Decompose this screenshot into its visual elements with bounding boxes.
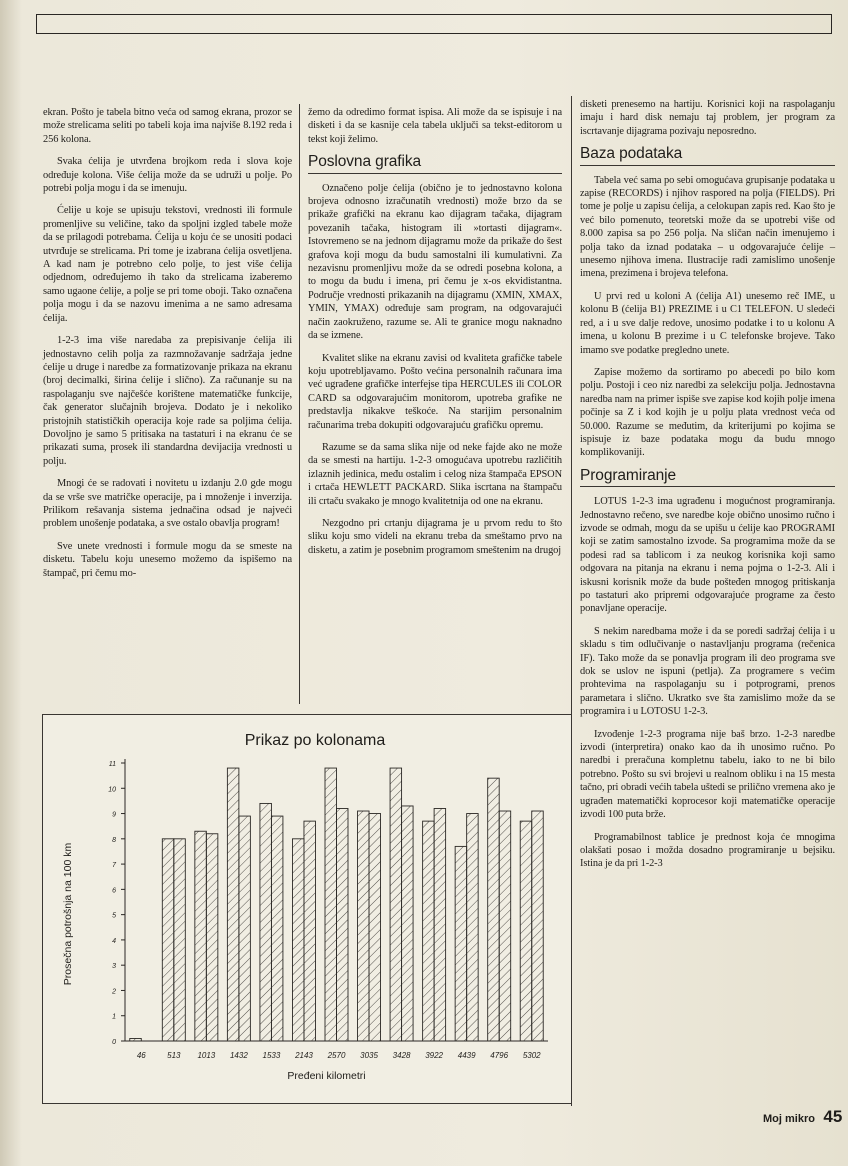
- x-tick-label: 46: [136, 1051, 146, 1060]
- bar: [390, 768, 402, 1041]
- paragraph: Izvođenje 1-2-3 programa nije baš brzo. 1-2-3 naredbe izvodi (interpretira) onako kao da ih unosimo ručno. Po naredbi i preračuna kompletnu tabelu, iako to ne bi bilo potrebno. Pošto su svi brojevi u realnom obliku i na 15 mesta tačno, pri obradi većih tabela uštedi se prilično vremena ako je ugrađen matematički koprocesor koji matematičke operacije izvodi 100 puta brže.: [580, 728, 835, 821]
- column-2: [308, 106, 562, 566]
- section-heading-poslovna-grafika: Poslovna grafika: [308, 155, 562, 173]
- y-tick-label: 9: [112, 811, 116, 819]
- bar: [227, 768, 239, 1041]
- bar: [434, 808, 446, 1041]
- bar: [488, 778, 500, 1041]
- x-tick-label: 5302: [522, 1051, 541, 1060]
- column-3: [580, 98, 835, 880]
- paragraph: disketi prenesemo na hartiju. Korisnici koji na raspolaganju imaju i hard disk nemaju taj problem, jer program za iscrtavanje dijagrama pozivaju neposredno.: [580, 99, 835, 137]
- y-tick-label: 4: [112, 937, 116, 945]
- chart-figure: [42, 714, 572, 1104]
- y-tick-label: 7: [112, 862, 116, 870]
- bar: [195, 831, 207, 1041]
- y-tick-label: 8: [112, 836, 116, 844]
- bar: [337, 808, 349, 1041]
- y-tick-label: 1: [112, 1013, 116, 1021]
- bar: [174, 839, 186, 1041]
- bar: [423, 821, 435, 1041]
- bar: [260, 803, 272, 1041]
- x-tick-label: 3035: [360, 1051, 378, 1060]
- x-tick-label: 2143: [295, 1051, 313, 1060]
- paragraph: 1-2-3 ima više naredaba za prepisivanje ćelija ili jednostavno celih polja za razmnožavanje sadržaja jedne ćelije u druge i naredbe za formatizovanje prikaza na ekranu (broj decimalki, širina ćelije i slično). Za računanje su na raspolaganju sve najčešće korištene matematičke funkcije, čak generator slučajnih brojeva. Dodato je i nekoliko pristojnih statističkih operacija koje rade sa poljima ćelija. Dovoljno je samo 5 pritisaka na tastaturi i na ekranu će se prikazati suma, prosek ili standardna devijacija vrednosti u polju.: [43, 335, 292, 467]
- column-divider: [299, 104, 300, 704]
- bar: [532, 811, 544, 1041]
- x-tick-label: 4439: [457, 1051, 476, 1060]
- header-rule-box: [36, 14, 832, 34]
- paragraph: U prvi red u koloni A (ćelija A1) unesemo reč IME, u kolonu B (ćelija B1) PREZIME i u C1 TELEFON. U sledeći red, a i u sve dalje redove, unosimo podatke i to u kolonu A imena, u kolonu B prezime i u C telefonske brojeve. Tako imamo sve podatke pregledno unete.: [580, 290, 835, 356]
- y-tick-label: 3: [112, 963, 116, 971]
- x-tick-label: 3922: [425, 1051, 444, 1060]
- x-tick-label: 3428: [392, 1051, 411, 1060]
- bar: [239, 816, 251, 1041]
- x-tick-label: 4796: [490, 1051, 509, 1060]
- chart-title: Prikaz po kolonama: [244, 732, 386, 749]
- paragraph: Sve unete vrednosti i formule mogu da se smeste na disketu. Tabelu koju unesemo možemo da ispišemo na štampač, pri čemu mo-: [43, 540, 292, 579]
- bar: [304, 821, 316, 1041]
- paragraph: Svaka ćelija je utvrđena brojkom reda i slova koje određuje kolona. Više ćelija može da se udruži u polje. Po potrebi polja mogu i da se imenuju.: [43, 156, 292, 195]
- paragraph: S nekim naredbama može i da se poredi sadržaj ćelija i u skladu s tim odlučivanje o nastavljanju programa (rečenica IF). Tako može da se ponavlja program ili deo programa sve dok se uslov ne ispuni (petlja). Za programere s većim prohtevima na raspolaganju su i potprogrami, prenos parametara i slično. Ukratko sve šta zamislimo može da se programira i u LOTOSU 1-2-3.: [580, 625, 835, 718]
- paragraph: Kvalitet slike na ekranu zavisi od kvaliteta grafičke tabele koju upotrebljavamo. Pošto većina personalnih računara ima već ugrađene grafičke interfejse tipa HERCULES ili COLOR CARD sa odgovarajućim monitorom, upotreba grafike ne predstavlja nikakve teškoće. Na starijim personalnim računarima treba dokupiti odgovarajuću grafičku opremu.: [308, 352, 562, 431]
- x-tick-label: 513: [167, 1051, 181, 1060]
- magazine-name: Moj mikro: [763, 1113, 815, 1125]
- paragraph: LOTUS 1-2-3 ima ugrađenu i mogućnost programiranja. Jednostavno rečeno, sve naredbe koje obično unosimo ručno i izvode se odmah, mogu da se upišu u ćelije kao PROGRAMI koji se zatim samostalno izvode. Sa programima može da se podesi rad sa tablicom i za neukog korisnika koji samo odgovara na pitanja na ekranu i nema pojma o 1-2-3. Ali i iskusni korisnik može da bude pošteđen mnogog pritiskanja po tastaturi ako pripremi odgovarajuće programe za često ponavljane operacije.: [580, 496, 835, 615]
- y-tick-label: 10: [108, 786, 116, 794]
- paragraph: Programabilnost tablice je prednost koja će mnogima olakšati posao i možda dosadno programiranje u bejsiku. Istina je da pri 1-2-3: [580, 831, 835, 870]
- paragraph: Ćelije u koje se upisuju tekstovi, vrednosti ili formule promenljive su veličine, tako da spoljni izgled tabele može da se prilagodi potrebama. Ćelija u koju će se unositi podaci utvrđuje se strelicama. Pri tome je izabrana ćelija osvetljena. A kad nam je potrebno celo polje, to jest više ćelija odjednom, određujemo ih tako da strelicama izaberemo samo ugaone ćelije, a polje se pri tome oboji. Tako označena polja mogu i da se nazovu imenima a ne samo adresama ćelija.: [43, 205, 292, 324]
- bar-chart: [43, 715, 571, 1103]
- bar: [130, 1038, 142, 1041]
- paragraph: Tabela već sama po sebi omogućava grupisanje podataka u zapise (RECORDS) i njihov raspored na polja (FIELDS). Pri tome je polje u zapisu ćelija, a celokupan zapis red. Kao što je već bilo pomenuto, teoretski može da se upotrebi više od 8.000 zapisa sa po 256 polja. Na sličan način imenujemo i polja tako da iznad podataka – u odgovarajuće ćelije – unesemo njihova imena. Ilustracije radi zamislimo unošenje imena, prezimena i brojeva telefona.: [580, 174, 835, 280]
- paragraph: Nezgodno pri crtanju dijagrama je u prvom redu to što sliku koju smo videli na ekranu treba da smeštamo prvo na disketu, a zatim je posebnim programom smeštenim na drugoj: [308, 517, 562, 556]
- page-footer: [763, 1107, 842, 1127]
- bar: [292, 839, 304, 1041]
- x-tick-label: 2570: [327, 1051, 346, 1060]
- x-tick-label: 1013: [197, 1051, 216, 1060]
- column-1: [43, 106, 292, 589]
- bar: [206, 834, 218, 1041]
- bar: [467, 814, 479, 1041]
- bar: [162, 839, 174, 1041]
- bar: [520, 821, 532, 1041]
- y-tick-label: 6: [112, 887, 116, 895]
- bar: [271, 816, 283, 1041]
- x-tick-label: 1432: [229, 1051, 248, 1060]
- paragraph: Zapise možemo da sortiramo po abecedi po bilo kom polju. Postoji i ceo niz naredbi za selekciju polja. Jednostavna naredba nam na primer ispiše sve zapise kod kojih polje imena počinje sa Z i kod kojih je u polju plata vrednost veća od 50.000. Razume se međutim, da kriterijumi po kojima se ispisuje iz baze podataka mogu da budu mnogo komplikovaniji.: [580, 366, 835, 459]
- bar: [499, 811, 511, 1041]
- x-axis-label: Pređeni kilometri: [287, 1070, 366, 1082]
- y-tick-label: 0: [112, 1039, 116, 1046]
- bar: [402, 806, 414, 1041]
- paragraph: Razume se da sama slika nije od neke fajde ako ne može da se smesti na hartiju. 1-2-3 omogućava upotrebu različitih izlaznih jedinica, među ostalim i celog niza štampača EPSON i crtača HEWLETT PACKARD. Slika iscrtana na štampaču ili crtaču svakako je mnogo kvalitetnija od one na ekranu.: [308, 441, 562, 507]
- bar: [358, 811, 370, 1041]
- x-tick-label: 1533: [262, 1051, 281, 1060]
- section-heading-baza-podataka: Baza podataka: [580, 147, 835, 165]
- y-tick-label: 5: [112, 912, 116, 920]
- paragraph: Mnogi će se radovati i novitetu u izdanju 2.0 gde mogu da se vrše sve matričke operacije, pa i množenje i inverzija. Prilikom rešavanja sistema jednačina odsad je najveći problem unošenje podataka, a sve ostalo obavlja program!: [43, 478, 292, 530]
- y-tick-label: 11: [108, 761, 116, 768]
- paragraph: ekran. Pošto je tabela bitno veća od samog ekrana, prozor se može strelicama seliti po tabeli koja ima najviše 8.192 reda i 256 kolona.: [43, 107, 292, 145]
- page-number: 45: [823, 1107, 843, 1126]
- bar: [369, 814, 381, 1041]
- bar: [455, 846, 467, 1041]
- bar: [325, 768, 337, 1041]
- y-axis-label: Prosečna potrošnja na 100 km: [62, 842, 74, 986]
- paragraph: Označeno polje ćelija (obično je to jednostavno kolona brojeva odnosno izračunatih vrednosti) može brzo da se prikaže grafički na ekranu kao dijagram tačaka, dijagram povezanih tačaka, histogram ili »tortasti dijagram«. Istovremeno se na jednom dijagramu može da prikaže do šest grafova koji mogu da budu samostalni ili kumulativni. Za nezavisnu promenljivu može da se odredi posebna kolona, a to mogu da budu i imena, pri čemu je x-os ekvidistantna. Područje vrednosti prikazanih na dijagramu (XMIN, XMAX, YMIN, YMAX) određuje sam program, na odgovarajući način zaokruženo, razume se. Ali te granice mogu naknadno da se izmene.: [308, 182, 562, 342]
- paragraph: žemo da odredimo format ispisa. Ali može da se ispisuje i na disketi i da se kasnije cela tabela uključi sa tekst-editorom u tekst koji želimo.: [308, 107, 562, 145]
- section-heading-programiranje: Programiranje: [580, 469, 835, 487]
- y-tick-label: 2: [112, 988, 116, 996]
